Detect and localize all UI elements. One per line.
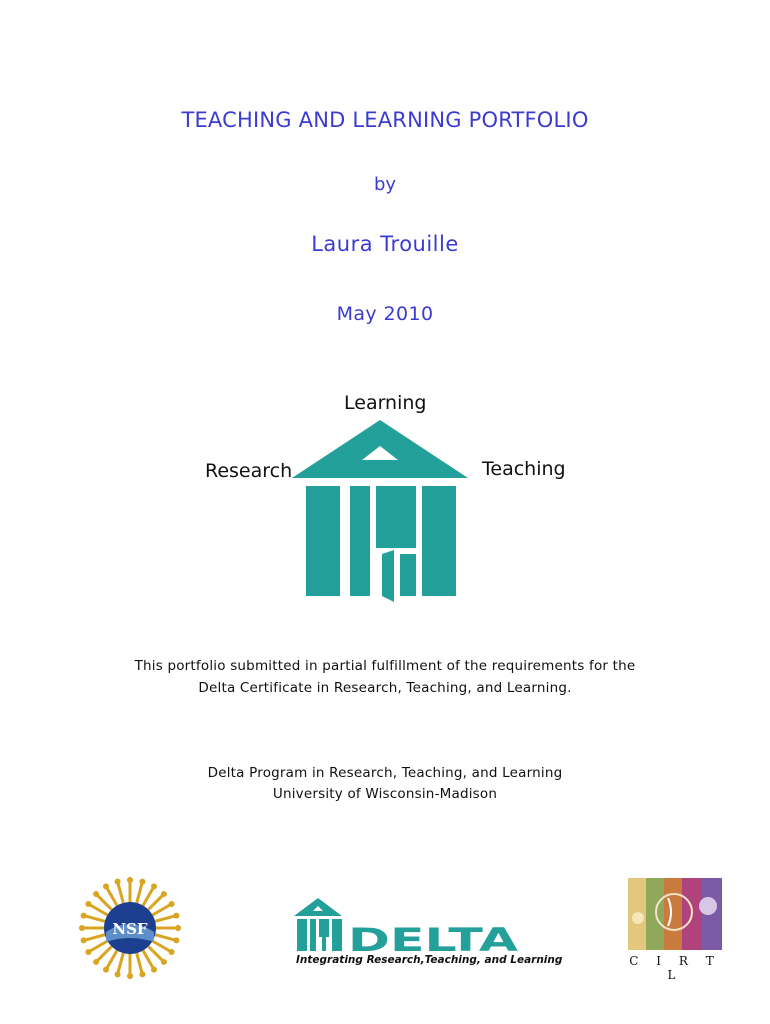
nsf-ray [153,941,170,951]
delta-logo [292,896,563,972]
figure-label-research: Research [205,460,293,482]
nsf-ray-dot [127,877,133,883]
nsf-ray [118,953,123,972]
figure-label-learning: Learning [344,392,427,414]
by-line: by [373,174,397,195]
program-line-2: University of Wisconsin-Madison [272,786,498,802]
nsf-ray-dot [103,883,109,889]
nsf-ray-dot [169,901,175,907]
nsf-ray [90,905,107,915]
document-date: May 2010 [336,303,434,325]
submission-statement [0,655,770,699]
nsf-ray-dot [173,937,179,943]
statement-line-1: This portfolio submitted in partial fulfillment of the requirements for the [134,658,636,674]
nsf-ray-dot [139,971,145,977]
nsf-ray-dot [115,879,121,885]
nsf-ray [148,895,162,909]
nsf-ray-dot [169,949,175,955]
nsf-ray-dot [127,973,133,979]
nsf-ray-dot [115,971,121,977]
nsf-ray-dot [161,959,167,965]
nsf-ray [97,895,111,909]
nsf-ray-dot [81,937,87,943]
nsf-ray [137,884,142,903]
nsf-ray-dot [139,879,145,885]
nsf-ray [86,935,105,940]
statement-line-2: Delta Certificate in Research, Teaching, and Learning. [198,680,572,696]
nsf-ray-dot [93,959,99,965]
nsf-ray [97,946,111,960]
nsf-ray [143,951,153,968]
nsf-ray [90,941,107,951]
cirtl-logo-text: C I R T L [629,954,721,982]
nsf-ray [148,946,162,960]
nsf-ray-dot [81,913,87,919]
nsf-ray [155,935,174,940]
house-icon [290,418,470,608]
nsf-ray [107,888,117,905]
cirtl-logo [628,878,722,982]
document-title: TEACHING AND LEARNING PORTFOLIO [181,108,589,132]
nsf-ray-dot [161,891,167,897]
program-affiliation [0,763,770,805]
nsf-ray-dot [103,967,109,973]
figure-label-teaching: Teaching [482,458,566,480]
nsf-ray-dot [151,883,157,889]
nsf-ray [107,951,117,968]
nsf-ray-dot [173,913,179,919]
nsf-ray-dot [151,967,157,973]
delta-house-icon [292,896,524,954]
nsf-ray-dot [93,891,99,897]
nsf-ray [118,884,123,903]
nsf-logo [78,876,182,980]
program-line-1: Delta Program in Research, Teaching, and Learning [207,765,563,781]
nsf-ray [86,916,105,921]
nsf-ray [153,905,170,915]
nsf-ray-dot [85,949,91,955]
nsf-ray-dot [79,925,85,931]
nsf-ray-dot [175,925,181,931]
cirtl-emblem [628,878,722,950]
nsf-ray [137,953,142,972]
nsf-ray [155,916,174,921]
nsf-logo-text: NSF [112,920,148,938]
nsf-ray [143,888,153,905]
delta-wordmark: DELTA [348,921,519,954]
delta-tagline: Integrating Research,Teaching, and Learning [296,954,563,966]
nsf-ray-dot [85,901,91,907]
research-teaching-learning-figure [190,388,580,588]
author-name: Laura Trouille [311,232,459,256]
